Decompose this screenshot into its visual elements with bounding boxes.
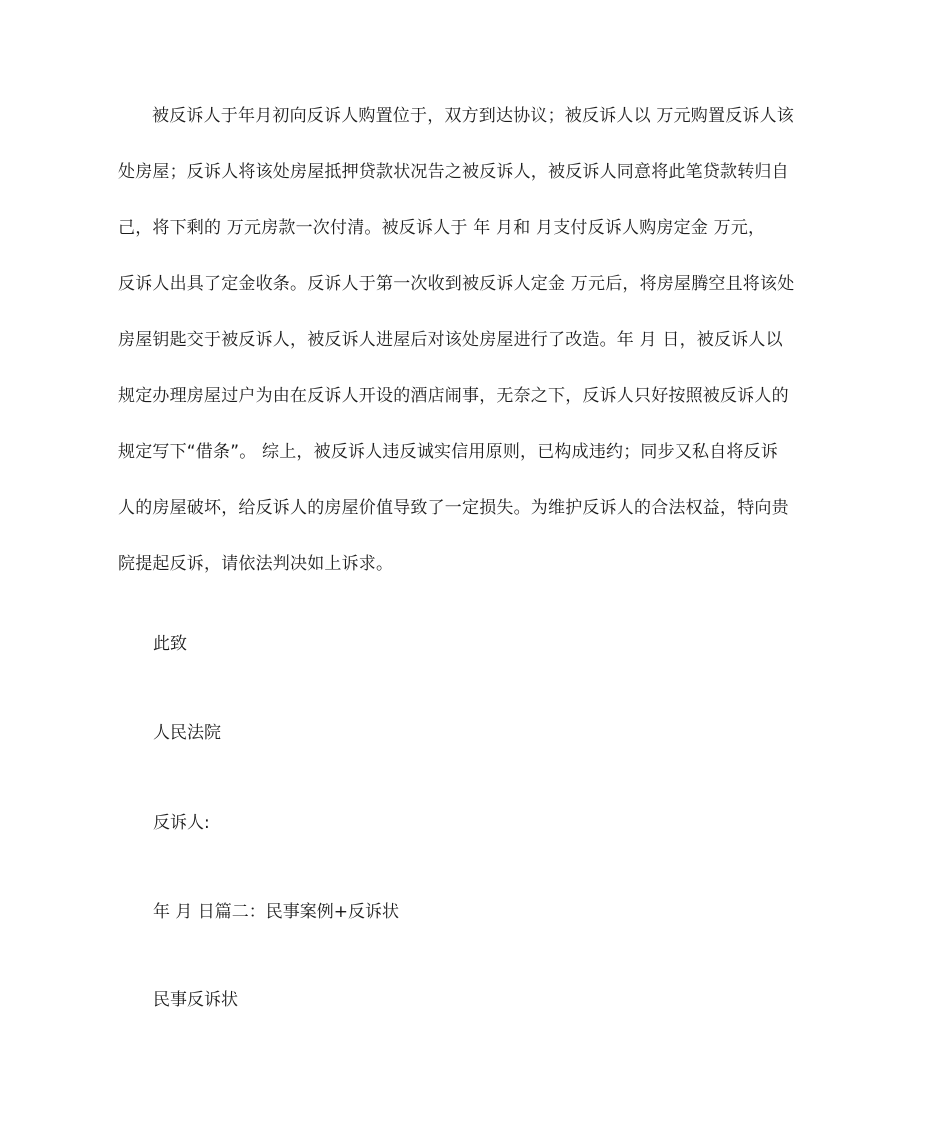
body-line: 规定办理房屋过户为由在反诉人开设的酒店闹事，无奈之下，反诉人只好按照被反诉人的	[118, 386, 789, 406]
body-line: 反诉人出具了定金收条。反诉人于第一次收到被反诉人定金 万元后，将房屋腾空且将该处	[118, 274, 795, 294]
body-line: 处房屋；反诉人将该处房屋抵押贷款状况告之被反诉人，被反诉人同意将此笔贷款转归自	[118, 162, 789, 182]
body-line: 房屋钥匙交于被反诉人，被反诉人进屋后对该处房屋进行了改造。年 月 日，被反诉人以	[118, 330, 783, 350]
body-line: 被反诉人于年月初向反诉人购置位于，双方到达协议；被反诉人以 万元购置反诉人该	[152, 106, 795, 126]
body-line: 人的房屋破坏，给反诉人的房屋价值导致了一定损失。为维护反诉人的合法权益，特向贵	[118, 498, 789, 518]
body-line: 规定写下“借条”。 综上，被反诉人违反诚实信用原则，已构成违约；同步又私自将反诉	[118, 442, 779, 462]
body-line: 己，将下剩的 万元房款一次付清。被反诉人于 年 月和 月支付反诉人购房定金 万元，	[118, 218, 766, 238]
court-name: 人民法院	[153, 723, 221, 743]
date-line: 年 月 日篇二：民事案例+反诉状	[153, 902, 400, 922]
body-paragraph	[118, 88, 832, 592]
counterclaimant-label: 反诉人:	[153, 813, 210, 833]
body-line: 院提起反诉，请依法判决如上诉求。	[118, 554, 394, 574]
document-title: 民事反诉状	[153, 990, 238, 1010]
salutation: 此致	[153, 634, 187, 654]
